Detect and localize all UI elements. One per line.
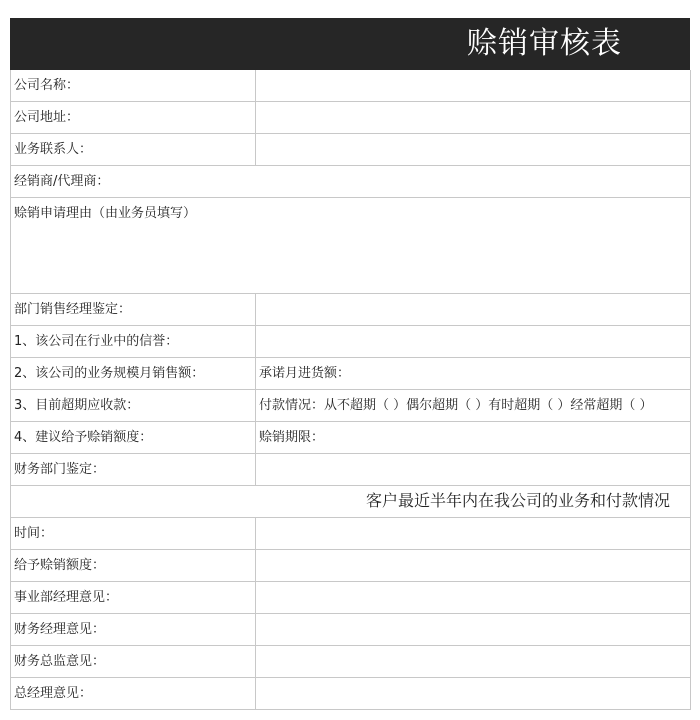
label-sales-manager-appraisal: 部门销售经理鉴定： bbox=[14, 302, 132, 317]
input-item4[interactable] bbox=[256, 422, 691, 453]
input-company-address[interactable] bbox=[256, 102, 691, 133]
label-item4: 4、建议给予赊销额度： bbox=[14, 430, 153, 445]
cell-label bbox=[11, 70, 256, 101]
label-payment-status: 付款情况：从不超期（ ）偶尔超期（ ）有时超期（ ）经常超期（ ） bbox=[259, 398, 653, 413]
label-item3: 3、目前超期应收款： bbox=[14, 398, 140, 413]
cell-label bbox=[11, 678, 256, 709]
input-general-manager[interactable] bbox=[256, 678, 691, 709]
cell-label bbox=[11, 358, 256, 389]
cell-label bbox=[11, 326, 256, 357]
label-committed-monthly-purchase: 承诺月进货额： bbox=[259, 366, 351, 381]
row-credit-amount bbox=[11, 550, 691, 582]
row-item3 bbox=[11, 390, 691, 422]
label-time: 时间： bbox=[14, 526, 54, 541]
row-company-address bbox=[11, 102, 691, 134]
row-banner bbox=[11, 486, 691, 518]
row-division-manager bbox=[11, 582, 691, 614]
cell-label bbox=[11, 614, 256, 645]
cell-label bbox=[11, 390, 256, 421]
row-dealer-agent bbox=[11, 166, 691, 198]
credit-review-form bbox=[10, 70, 691, 710]
row-item1 bbox=[11, 326, 691, 358]
input-item1[interactable] bbox=[256, 326, 691, 357]
label-general-manager: 总经理意见： bbox=[14, 686, 93, 701]
input-finance-director[interactable] bbox=[256, 646, 691, 677]
form-header bbox=[10, 18, 690, 70]
row-finance-appraisal bbox=[11, 454, 691, 486]
row-finance-director bbox=[11, 646, 691, 678]
row-time bbox=[11, 518, 691, 550]
row-business-contact bbox=[11, 134, 691, 166]
cell-label bbox=[11, 518, 256, 549]
label-division-manager: 事业部经理意见： bbox=[14, 590, 119, 605]
cell-label bbox=[11, 550, 256, 581]
input-finance-manager[interactable] bbox=[256, 614, 691, 645]
label-credit-term: 赊销期限： bbox=[259, 430, 325, 445]
row-item2 bbox=[11, 358, 691, 390]
label-item2: 2、该公司的业务规模月销售额： bbox=[14, 366, 205, 381]
label-credit-reason: 赊销申请理由（由业务员填写） bbox=[14, 206, 197, 221]
label-company-address: 公司地址： bbox=[14, 110, 80, 125]
label-finance-manager: 财务经理意见： bbox=[14, 622, 106, 637]
label-company-name: 公司名称： bbox=[14, 78, 80, 93]
label-finance-appraisal: 财务部门鉴定： bbox=[14, 462, 106, 477]
form-title: 赊销审核表 bbox=[467, 26, 622, 61]
cell-label bbox=[11, 102, 256, 133]
label-dealer-agent: 经销商/代理商： bbox=[14, 174, 110, 189]
row-finance-manager bbox=[11, 614, 691, 646]
row-company-name bbox=[11, 70, 691, 102]
row-general-manager bbox=[11, 678, 691, 710]
row-sales-manager-appraisal bbox=[11, 294, 691, 326]
input-sales-manager-appraisal[interactable] bbox=[256, 294, 691, 325]
label-item1: 1、该公司在行业中的信誉： bbox=[14, 334, 179, 349]
cell-label bbox=[11, 582, 256, 613]
input-item2[interactable] bbox=[256, 358, 691, 389]
cell-label bbox=[11, 646, 256, 677]
cell-label bbox=[11, 294, 256, 325]
input-finance-appraisal[interactable] bbox=[256, 454, 691, 485]
label-business-contact: 业务联系人： bbox=[14, 142, 93, 157]
banner-clip bbox=[11, 486, 691, 517]
row-credit-reason[interactable] bbox=[11, 198, 691, 294]
banner-customer-history: 客户最近半年内在我公司的业务和付款情况 bbox=[366, 491, 671, 510]
input-credit-amount[interactable] bbox=[256, 550, 691, 581]
cell-label bbox=[11, 422, 256, 453]
cell-label bbox=[11, 134, 256, 165]
cell-label bbox=[11, 454, 256, 485]
input-division-manager[interactable] bbox=[256, 582, 691, 613]
row-item4 bbox=[11, 422, 691, 454]
label-finance-director: 财务总监意见： bbox=[14, 654, 106, 669]
input-time[interactable] bbox=[256, 518, 691, 549]
input-business-contact[interactable] bbox=[256, 134, 691, 165]
label-credit-amount: 给予赊销额度： bbox=[14, 558, 106, 573]
input-company-name[interactable] bbox=[256, 70, 691, 101]
input-item3[interactable] bbox=[256, 390, 691, 421]
